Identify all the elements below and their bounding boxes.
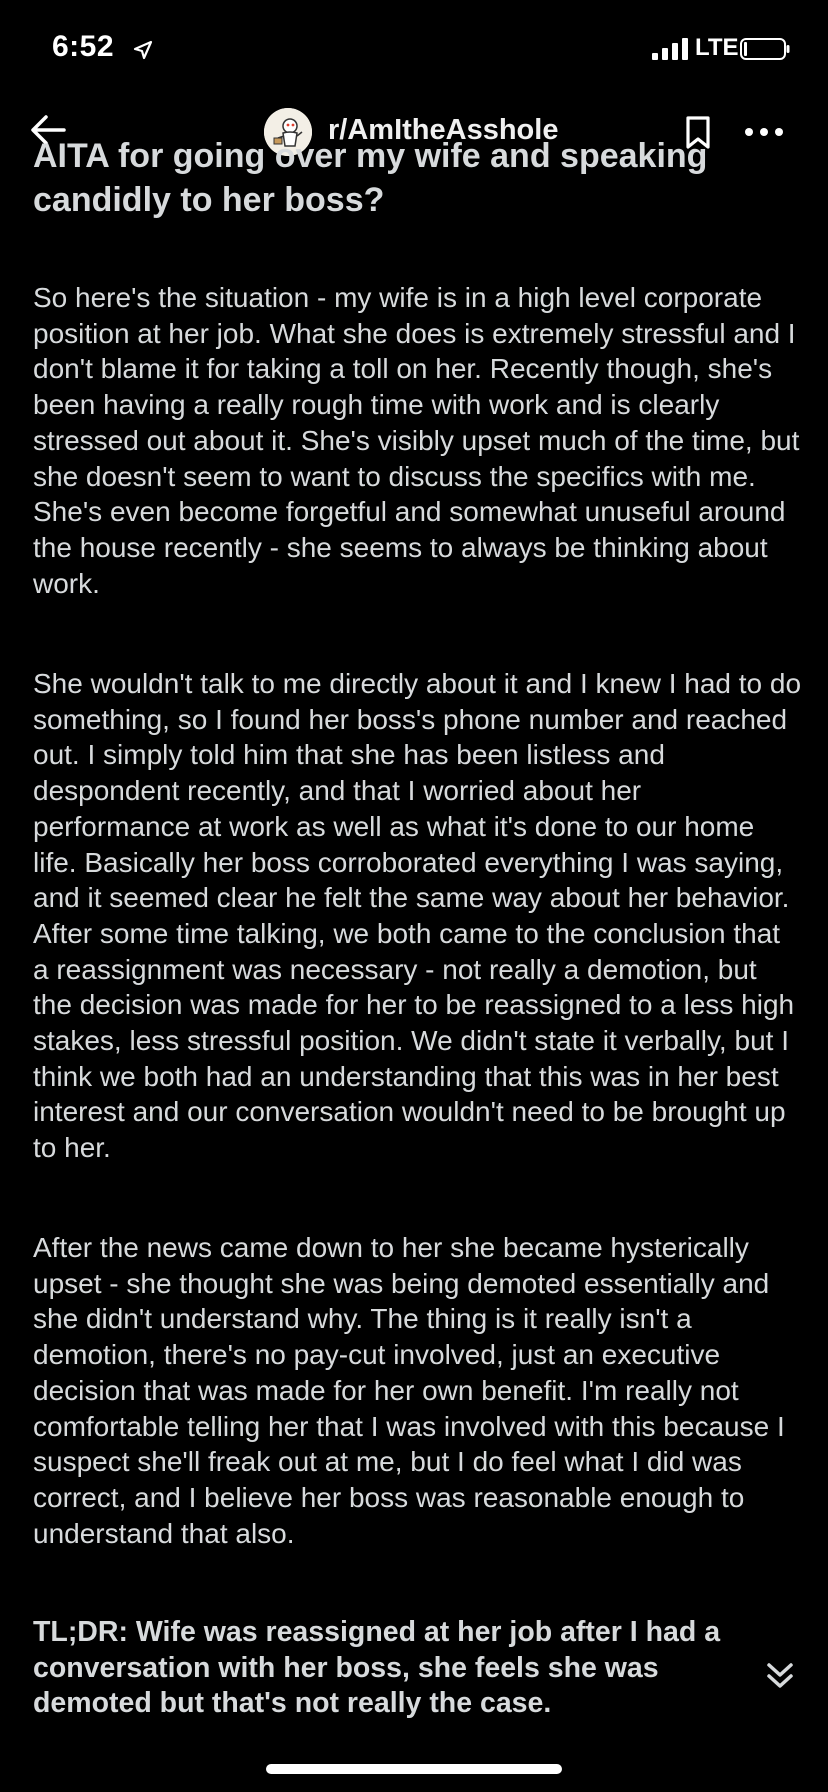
- chevron-double-down-icon[interactable]: [764, 1660, 796, 1692]
- status-bar: [0, 0, 828, 100]
- post-tldr: TL;DR: Wife was reassigned at her job after I had a conversation with her boss, she feels she was demoted but that's not really the case.: [33, 1616, 721, 1720]
- post-paragraph: So here's the situation - my wife is in a high level corporate position at her job. What she does is extremely stressful and I don't blame it for taking a toll on her. Recently though, she's been having a really rough time with work and is clearly stressed out about it. She's visibly upset much of the time, but she doesn't seem to want to discuss the specifics with me. She's even become forgetful and somewhat unuseful around the house recently - she seems to always be thinking about work.: [33, 282, 800, 599]
- post-paragraph: She wouldn't talk to me directly about it and I knew I had to do something, so I found her boss's phone number and reached out. I simply told him that she has been listless and despondent recently, and that I worried about her performance at work as well as what it's done to our home life. Basically her boss corroborated everything I was saying, and it seemed clear he felt the same way about her behavior. After some time talking, we both came to the conclusion that a reassignment was necessary - not really a demotion, but the decision was made for her to be reassigned to a less high stakes, less stressful position. We didn't state it verbally, but I think we both had an understanding that this was in her best interest and our conversation wouldn't need to be brought up to her.: [33, 668, 802, 1164]
- status-time: 6:52: [52, 30, 115, 63]
- post-title-container: [33, 137, 813, 250]
- post-title: AITA for going over my wife and speaking candidly to her boss?: [33, 137, 708, 219]
- subreddit-name[interactable]: r/AmItheAsshole: [328, 114, 559, 146]
- battery-icon: [740, 38, 790, 60]
- location-arrow-icon: [133, 40, 153, 60]
- post-paragraph: After the news came down to her she became hysterically upset - she thought she was being demoted essentially and she didn't understand why. The thing is it really isn't a demotion, there's no pay-cut involved, just an executive decision that was made for her own benefit. I'm really not comfortable telling her that I was involved with this because I suspect she'll freak out at me, but I do feel what I did was correct, and I believe her boss was reasonable enough to understand that also.: [33, 1232, 785, 1549]
- network-type: LTE: [695, 34, 739, 61]
- home-indicator[interactable]: [266, 1764, 562, 1774]
- signal-strength-icon: [652, 38, 690, 60]
